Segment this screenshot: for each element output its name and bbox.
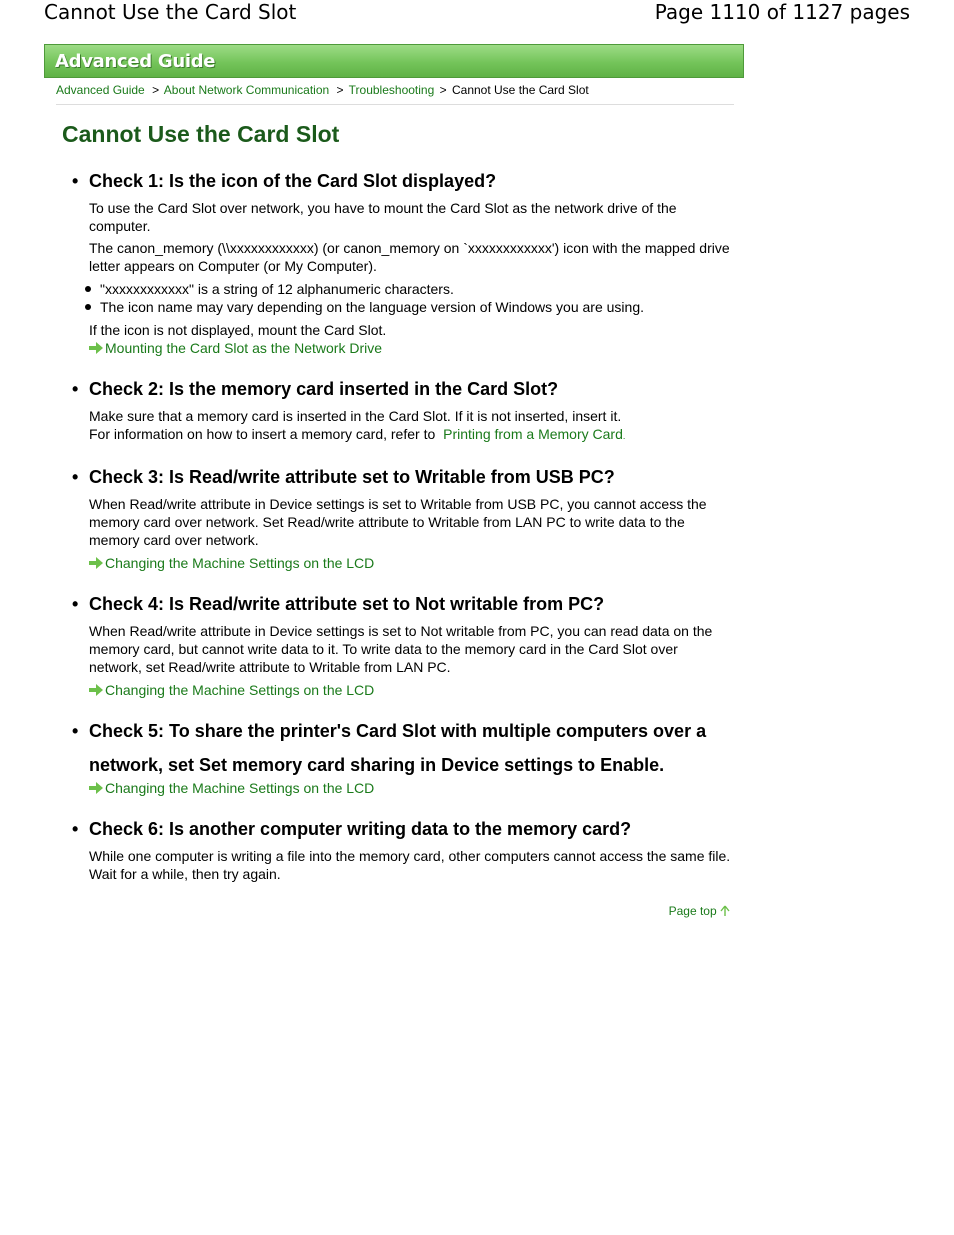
arrow-right-icon [89, 684, 103, 696]
check-4-section [72, 592, 734, 699]
arrow-right-icon [89, 782, 103, 794]
breadcrumb-link-network-communication[interactable]: About Network Communication [163, 83, 330, 97]
breadcrumb-separator: > [336, 83, 344, 97]
machine-settings-lcd-link[interactable] [89, 780, 374, 796]
machine-settings-lcd-link[interactable] [89, 682, 374, 698]
period: . [622, 431, 626, 441]
breadcrumb-separator: > [152, 83, 160, 97]
page-top-link[interactable] [669, 904, 730, 918]
page-title: Cannot Use the Card Slot [62, 121, 340, 147]
machine-settings-lcd-link[interactable] [89, 555, 374, 571]
check-4-paragraph: When Read/write attribute in Device settings is set to Not writable from PC, you can read data on the memory card, but cannot write data to it. To write data to the memory card in the Card Slot over network, set Read/write attribute to Writable from LAN PC. [89, 623, 713, 675]
check-2-section [72, 377, 734, 445]
page-number: Page 1110 of 1127 pages [654, 0, 910, 24]
arrow-right-icon [89, 557, 103, 569]
banner-label: Advanced Guide [55, 51, 216, 72]
arrow-right-icon [89, 342, 103, 354]
check-1-bullet-list [72, 280, 734, 316]
check-1-paragraph: The canon_memory (\\xxxxxxxxxxxx) (or canon_memory on `xxxxxxxxxxxx') icon with the mapped drive letter appears on Computer (or My Computer). [89, 240, 730, 274]
breadcrumb-separator: > [439, 83, 447, 97]
page-top-label: Page top [668, 904, 717, 918]
check-6-paragraph: While one computer is writing a file into the memory card, other computers cannot access the same file. Wait for a while, then try again. [89, 848, 731, 882]
breadcrumb-divider [56, 104, 734, 105]
list-item: "xxxxxxxxxxxx" is a string of 12 alphanumeric characters. [72, 280, 734, 298]
machine-settings-lcd-link-label: Changing the Machine Settings on the LCD [105, 555, 375, 571]
list-item: The icon name may vary depending on the language version of Windows you are using. [72, 298, 734, 316]
check-3-paragraph: When Read/write attribute in Device settings is set to Writable from USB PC, you cannot access the memory card over network. Set Read/write attribute to Writable from LAN PC to write data to the memory card over network. [89, 496, 707, 548]
advanced-guide-banner [44, 44, 744, 78]
check-2-paragraph: For information on how to insert a memory card, refer to [89, 426, 436, 442]
machine-settings-lcd-link-label: Changing the Machine Settings on the LCD [105, 682, 375, 698]
breadcrumb-link-troubleshooting[interactable]: Troubleshooting [348, 83, 435, 97]
mount-card-slot-link[interactable] [89, 340, 382, 356]
printing-from-memory-card-link[interactable]: Printing from a Memory Card [443, 426, 623, 442]
check-5-section [72, 714, 734, 797]
check-3-heading: • Check 3: Is Read/write attribute set to Writable from USB PC? [72, 465, 734, 489]
page-header [0, 0, 954, 30]
check-3-section [72, 465, 734, 572]
breadcrumb-current: Cannot Use the Card Slot [451, 83, 589, 97]
check-1-paragraph: If the icon is not displayed, mount the Card Slot. [89, 322, 387, 338]
breadcrumb-link-advanced-guide[interactable]: Advanced Guide [56, 83, 145, 97]
check-1-paragraph: To use the Card Slot over network, you have to mount the Card Slot as the network drive of the computer. [89, 200, 677, 234]
check-2-heading: • Check 2: Is the memory card inserted in the Card Slot? [72, 377, 734, 401]
main-content [72, 169, 734, 883]
check-6-heading: • Check 6: Is another computer writing data to the memory card? [72, 817, 734, 841]
machine-settings-lcd-link-label: Changing the Machine Settings on the LCD [105, 780, 375, 796]
check-1-heading: • Check 1: Is the icon of the Card Slot displayed? [72, 169, 734, 193]
page-header-title: Cannot Use the Card Slot [44, 0, 297, 24]
check-6-section [72, 817, 734, 883]
check-1-section [72, 169, 734, 357]
check-2-paragraph: Make sure that a memory card is inserted in the Card Slot. If it is not inserted, insert it. [89, 408, 622, 424]
check-5-heading: • Check 5: To share the printer's Card Slot with multiple computers over a network, set Set memory card sharing in Device settings to Enable. [72, 714, 734, 782]
check-4-heading: • Check 4: Is Read/write attribute set to Not writable from PC? [72, 592, 734, 616]
arrow-up-icon [720, 905, 730, 917]
breadcrumb [56, 83, 589, 97]
mount-card-slot-link-label: Mounting the Card Slot as the Network Drive [105, 340, 383, 356]
